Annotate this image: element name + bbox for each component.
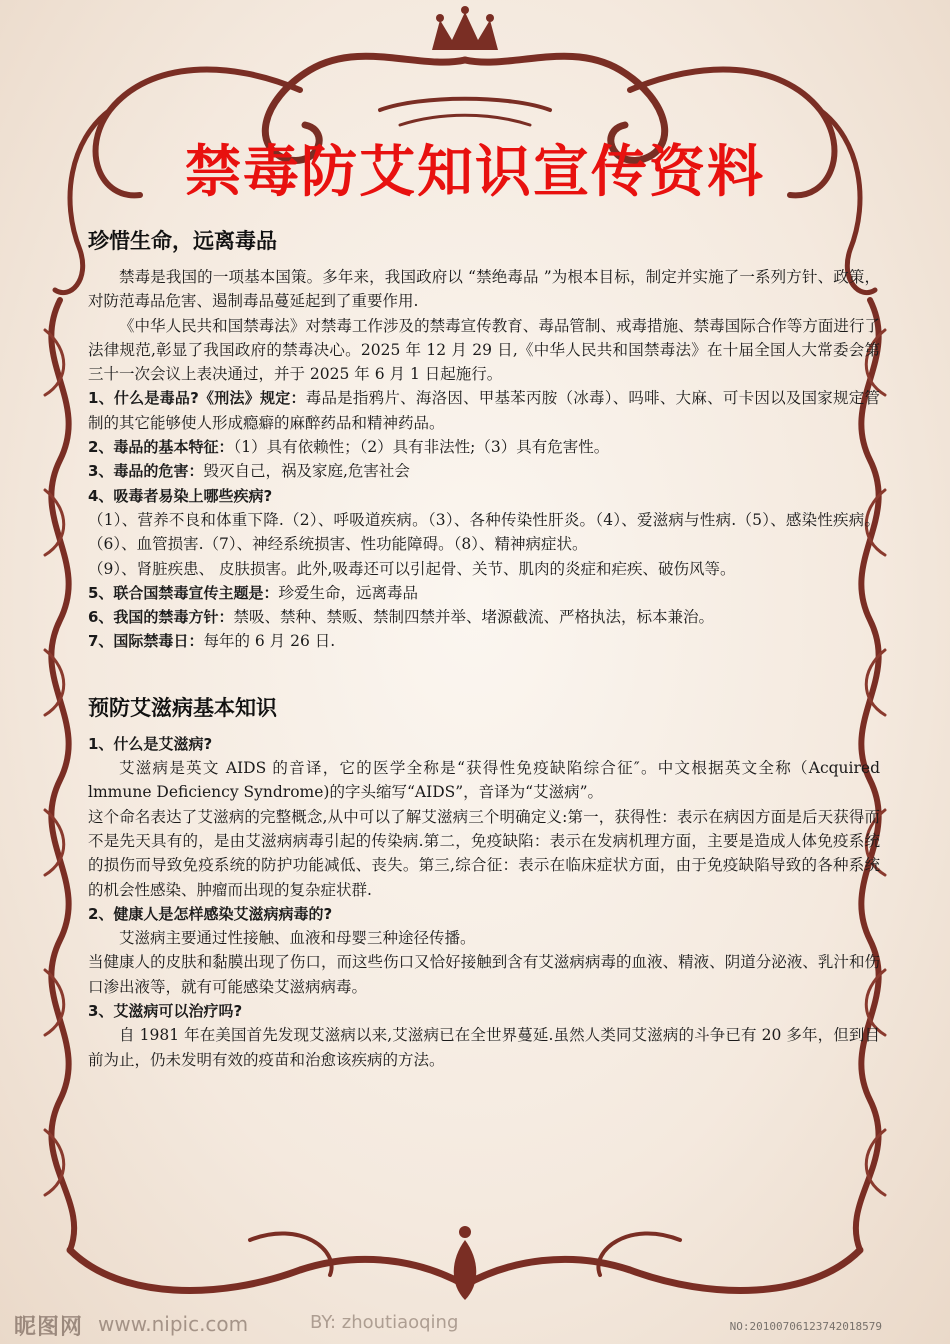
section-heading: 预防艾滋病基本知识 [88,695,277,720]
qa-item [88,605,880,629]
qa-text: 禁吸、禁种、禁贩、禁制四禁并举、堵源截流、严格执法，标本兼治。 [233,608,714,627]
qa-text: 珍爱生命，远离毒品 [278,583,418,602]
qa-item [88,459,880,483]
watermark-number: NO:20100706123742018579 [729,1320,882,1333]
qa-item [88,484,880,508]
paragraph: 这个命名表达了艾滋病的完整概念,从中可以了解艾滋病三个明确定义:第一，获得性：表示在病因方面是后天获得而不是先天具有的，是由艾滋病病毒引起的传染病.第二，免疫缺陷：表示在发病机理方面，主要是造成人体免疫系统的损伤而导致免疫系统的防护功能减低、丧失。第三,综合征：表示在临床症状方面，由于免疫缺陷导致的各种系统的机会性感染、肿瘤而出现的复杂症状群. [88,807,880,899]
watermark-url: www.nipic.com [98,1312,249,1336]
qa-label: 2、健康人是怎样感染艾滋病病毒的? [88,904,333,923]
qa-text: （1）具有依赖性；（2）具有非法性;（3）具有危害性。 [233,438,610,457]
paragraph: （9）、肾脏疾患、 皮肤损害。此外,吸毒还可以引起骨、关节、肌肉的炎症和疟疾、破伤风等。 [88,559,736,578]
paragraph: 自 1981 年在美国首先发现艾滋病以来,艾滋病已在全世界蔓延.虽然人类同艾滋病的斗争已有 20 多年，但到目前为止，仍未发明有效的疫苗和治愈该疾病的方法。 [88,1026,880,1069]
watermark-logo: 昵图网 [14,1315,84,1340]
qa-text: 毒品是指鸦片、海洛因、甲基苯丙胺（冰毒）、吗啡、大麻、可卡因以及国家规定管制的其它能够使人形成瘾癖的麻醉药品和精神药品。 [88,389,880,432]
qa-label: 7、国际禁毒日： [88,632,204,651]
qa-item [88,581,880,605]
qa-label: 5、联合国禁毒宣传主题是： [88,583,279,602]
qa-text: 毁灭自己，祸及家庭,危害社会 [203,462,410,481]
qa-label: 6、我国的禁毒方针： [88,608,234,627]
bottom-fleur-icon [454,1226,477,1300]
main-content [88,225,880,1072]
qa-label: 1、什么是艾滋病? [88,734,213,753]
watermark-author: BY: zhoutiaoqing [310,1312,459,1333]
qa-label: 1、什么是毒品?《刑法》规定： [88,389,306,408]
paragraph: 艾滋病是英文 AIDS 的音译，它的医学全称是“获得性免疫缺陷综合征″。中文根据英文全称（Acquired lmmune Deficiency Syndrome)的字头缩写“AIDS”，音译为“艾滋病”。 [88,759,880,802]
paragraph: 禁毒是我国的一项基本国策。多年来，我国政府以 “禁绝毒品 ”为根本目标，制定并实施了一系列方针、政策，对防范毒品危害、遏制毒品蔓延起到了重要作用. [88,268,880,311]
qa-item [88,386,880,435]
paragraph: 当健康人的皮肤和黏膜出现了伤口，而这些伤口又恰好接触到含有艾滋病病毒的血液、精液、阴道分泌液、乳汁和伤口渗出液等，就有可能感染艾滋病病毒。 [88,953,880,996]
qa-label: 3、艾滋病可以治疗吗? [88,1002,243,1021]
paragraph: （1）、营养不良和体重下降.（2）、呼吸道疾病。（3）、各种传染性肝炎。（4）、爱滋病与性病.（5）、感染性疾病。（6）、血管损害.（7）、神经系统损害、性功能障碍。（8）、精神病症状。 [88,510,880,554]
qa-label: 3、毒品的危害： [88,462,204,481]
paragraph: 艾滋病主要通过性接触、血液和母婴三种途径传播。 [119,929,476,948]
section-heading: 珍惜生命，远离毒品 [88,229,277,253]
section-drug-prevention [88,225,880,654]
qa-label: 4、吸毒者易染上哪些疾病? [88,486,273,505]
qa-label: 2、毒品的基本特征： [88,438,234,457]
qa-item [88,629,880,653]
page-title: 禁毒防艾知识宣传资料 [185,140,765,205]
section-aids-prevention [88,692,880,1072]
qa-text: 每年的 6 月 26 日. [203,632,336,651]
qa-item [88,435,880,459]
crown-icon [432,6,498,50]
paragraph: 《中华人民共和国禁毒法》对禁毒工作涉及的禁毒宣传教育、毒品管制、戒毒措施、禁毒国际合作等方面进行了法律规范,彰显了我国政府的禁毒决心。2025 年 12 月 29 日,《中华人民共和国禁毒法》在十届全国人大常委会第三十一次会议上表决通过，并于 2025 年 6 月 1 日起施行。 [88,316,880,384]
